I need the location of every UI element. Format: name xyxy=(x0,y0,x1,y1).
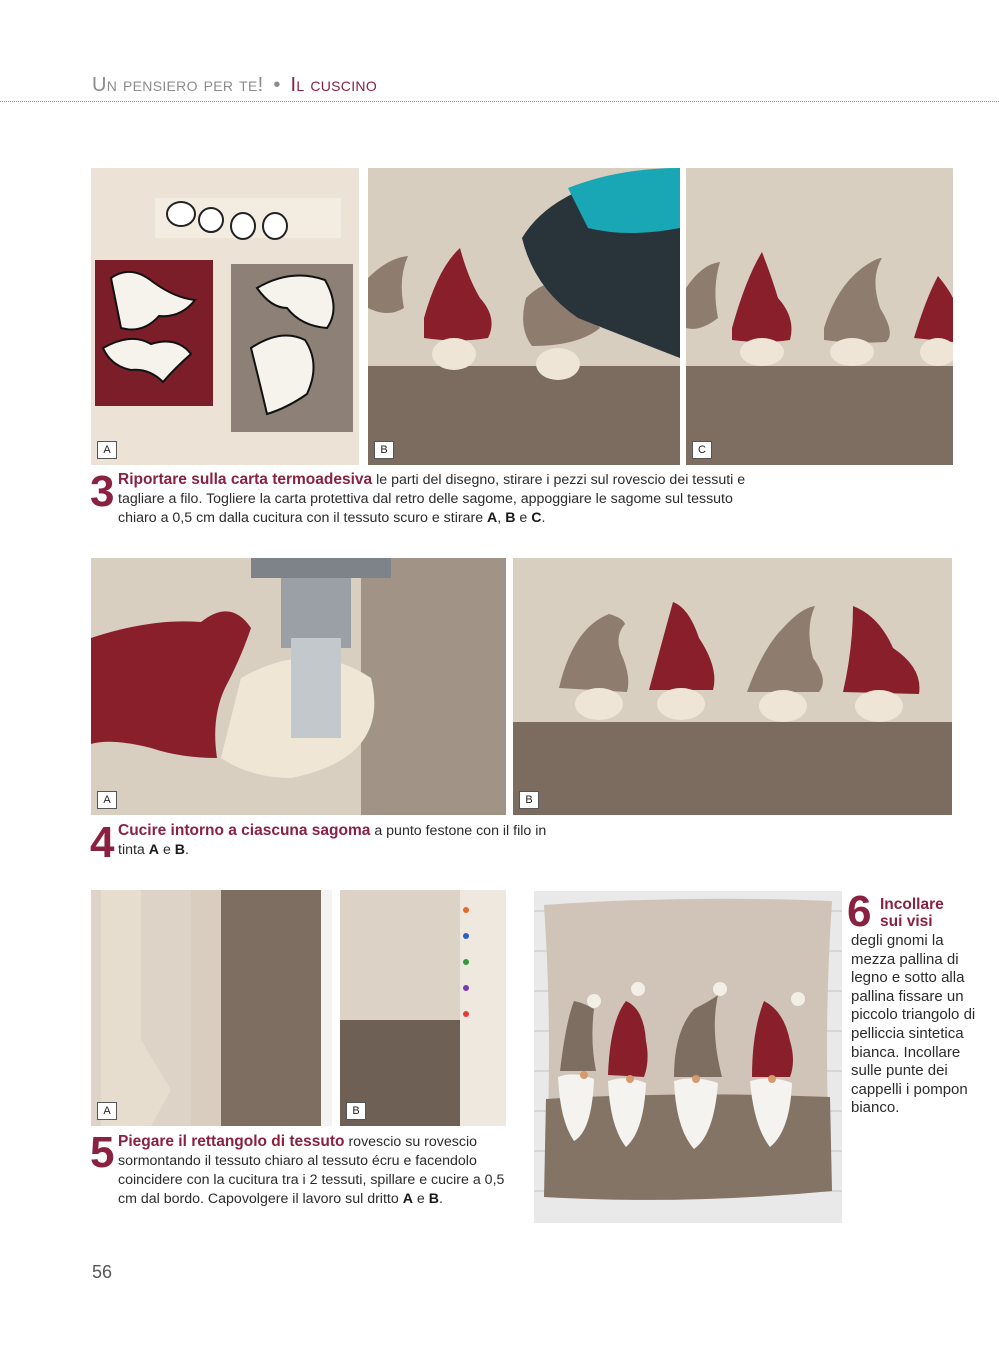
running-header xyxy=(92,74,377,97)
header-title: Un pensiero per te! xyxy=(92,74,264,96)
photo-label-a: A xyxy=(97,441,117,459)
step-3-caption: Riportare sulla carta termoadesiva le parti del disegno, stirare i pezzi sul rovescio dei tessuti e tagliare a filo. Togliere la carta protettiva dal retro delle sagome, appoggiare le sagome sul tessuto chiaro a 0,5 cm dalla cucitura con il tessuto scuro e stirare A, B e C. xyxy=(118,471,746,526)
photo-step3-a xyxy=(91,168,359,465)
step-5-lead: Piegare il rettangolo di tessuto xyxy=(118,1133,345,1150)
photo-label-a: A xyxy=(97,1102,117,1120)
step-3-number: 3 xyxy=(90,467,115,516)
header-separator: • xyxy=(273,74,281,96)
header-section: Il cuscino xyxy=(290,74,378,96)
step-6-title: Incollare sui visi xyxy=(880,896,944,930)
step-6-number: 6 xyxy=(847,887,872,936)
step-5-caption: Piegare il rettangolo di tessuto rovescio su rovescio sormontando il tessuto chiaro al tessuto écru e facendolo coincidere con la cucitura tra i 2 tessuti, spillare e cucire a 0,5 cm dal bordo. Capovolgere il lavoro sul dritto A e B. xyxy=(118,1133,505,1207)
photo-label-c: C xyxy=(692,441,712,459)
photo-step3-c xyxy=(686,168,953,465)
photo-label-a: A xyxy=(97,791,117,809)
photo-label-b: B xyxy=(374,441,394,459)
step-4-caption: Cucire intorno a ciascuna sagoma a punto festone con il filo in tinta A e B. xyxy=(118,822,547,858)
step-5-number: 5 xyxy=(90,1128,115,1177)
step-4-number: 4 xyxy=(90,818,115,867)
photo-final-cushion xyxy=(534,891,842,1223)
photo-step4-a xyxy=(91,558,506,815)
photo-step5-a xyxy=(91,890,332,1126)
photo-step5-b xyxy=(340,890,506,1126)
step-4-lead: Cucire intorno a ciascuna sagoma xyxy=(118,822,371,839)
photo-label-b: B xyxy=(346,1102,366,1120)
page-number: 56 xyxy=(92,1262,113,1282)
photo-step3-b xyxy=(368,168,680,465)
step-6-text: degli gnomi la mezza pallina di legno e sotto alla pallina fissare un piccolo triangolo di pelliccia sintetica bianca. Incollare sulle punte dei cappelli i pompon bianco. xyxy=(851,932,976,1117)
header-rule xyxy=(0,101,999,102)
photo-label-b: B xyxy=(519,791,539,809)
step-3-lead: Riportare sulla carta termoadesiva xyxy=(118,471,373,488)
photo-step4-b xyxy=(513,558,952,815)
